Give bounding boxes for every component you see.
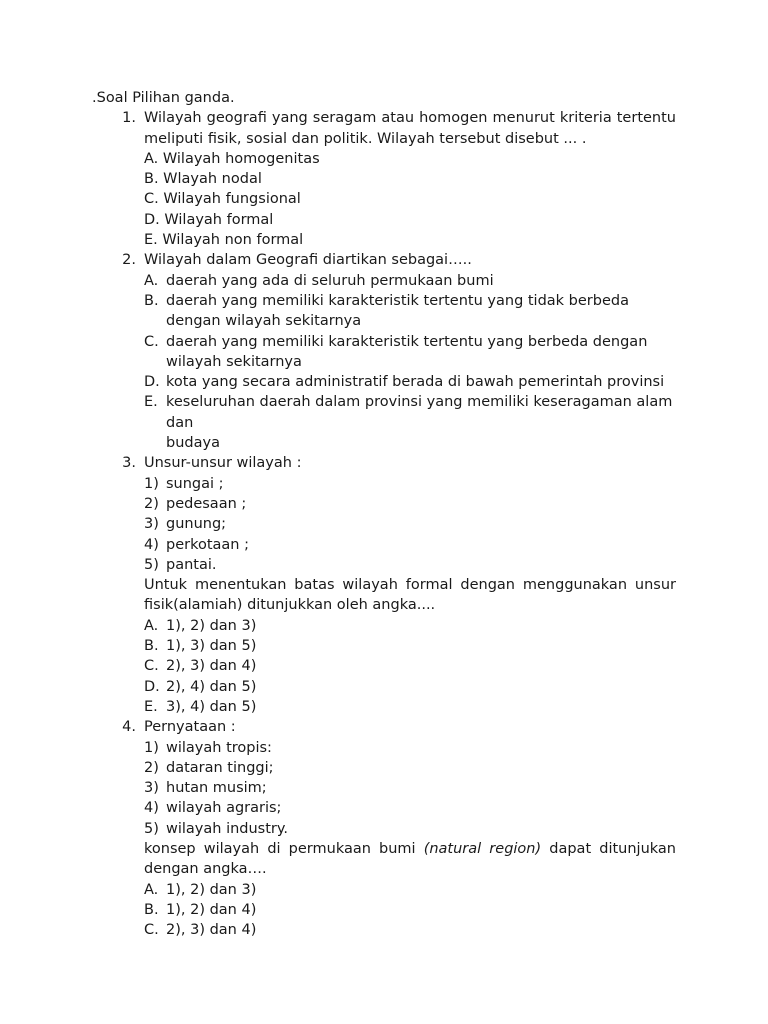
option [144,392,676,453]
option-label: C. [144,922,159,939]
option [144,636,676,656]
option-label: A. [144,617,159,634]
question-stem: fisik(alamiah) ditunjukkan oleh angka.... [144,597,436,614]
option-text: keseluruhan daerah dalam provinsi yang memiliki keseragaman alam dan budaya [166,394,673,452]
list-item [144,555,676,575]
option-text: 2), 4) dan 5) [166,678,257,695]
option-label: B. [144,901,159,918]
option-label: E. [144,394,158,411]
question-text: Wilayah geografi yang seragam atau homogen menurut kriteria tertentu [144,110,676,127]
option-label: E. [144,698,158,715]
option [144,677,676,697]
list-item [144,778,676,798]
item-text: wilayah tropis: [166,739,272,756]
option [144,616,676,636]
item-number: 5) [144,820,159,837]
item-text: dataran tinggi; [166,759,274,776]
item-number: 4) [144,800,159,817]
list-item [144,514,676,534]
question-body [144,453,676,717]
option-label: B. [144,638,159,655]
option: C. Wilayah fungsional [144,191,301,208]
option-label: C. [144,333,159,350]
question-number: 2. [122,252,136,269]
option-label: D. [144,678,160,695]
question-4 [92,717,676,940]
question-text: Wilayah dalam Geografi diartikan sebagai….. [144,252,472,269]
item-number: 2) [144,759,159,776]
question-body [144,108,676,250]
list-item [144,474,676,494]
option [144,332,676,373]
option-label: D. [144,374,160,391]
option [144,291,676,332]
question-number: 3. [122,455,136,472]
option-text: 1), 3) dan 5) [166,638,257,655]
list-item [144,535,676,555]
option-text: 1), 2) dan 4) [166,901,257,918]
option [144,697,676,717]
option-text: kota yang secara administratif berada di bawah pemerintah provinsi [166,374,665,391]
option-text: daerah yang ada di seluruh permukaan bumi [166,272,494,289]
question-3 [92,453,676,717]
option-text: 3), 4) dan 5) [166,698,257,715]
option: A. Wilayah homogenitas [144,150,320,167]
option-text: daerah yang memiliki karakteristik tertentu yang berbeda dengan wilayah sekitarnya [166,333,648,370]
option: E. Wilayah non formal [144,232,304,249]
option-text: 2), 3) dan 4) [166,922,257,939]
option-text: 2), 3) dan 4) [166,658,257,675]
option-text: 1), 2) dan 3) [166,617,257,634]
item-number: 3) [144,516,159,533]
italic-term: (natural region) [423,840,542,857]
list-item [144,819,676,839]
question-2 [92,250,676,453]
list-item [144,758,676,778]
question-stem: konsep wilayah di permukaan bumi (natural region) dapat ditunjukan [144,840,676,857]
question-stem: dengan angka…. [144,861,267,878]
item-text: hutan musim; [166,780,267,797]
item-text: sungai ; [166,475,224,492]
question-number: 4. [122,719,136,736]
option [144,880,676,900]
question-1 [92,108,676,250]
item-text: wilayah industry. [166,820,289,837]
item-text: pantai. [166,556,217,573]
item-number: 4) [144,536,159,553]
item-number: 1) [144,475,159,492]
question-number: 1. [122,110,136,127]
option: D. Wilayah formal [144,211,274,228]
item-number: 2) [144,495,159,512]
option-label: B. [144,292,159,309]
option-label: A. [144,272,159,289]
option-text: daerah yang memiliki karakteristik tertentu yang tidak berbeda dengan wilayah sekitarnya [166,292,629,330]
question-text: Unsur-unsur wilayah : [144,455,302,472]
option [144,900,676,920]
item-text: wilayah agraris; [166,800,282,817]
list-item [144,494,676,514]
option [144,372,676,392]
question-stem: Untuk menentukan batas wilayah formal dengan menggunakan unsur [144,577,676,594]
item-text: pedesaan ; [166,495,247,512]
section-title: .Soal Pilihan ganda. [92,90,235,106]
question-text: meliputi fisik, sosial dan politik. Wilayah tersebut disebut ... . [144,130,587,147]
item-number: 5) [144,556,159,573]
question-body [144,717,676,940]
document-content [92,88,676,940]
item-text: perkotaan ; [166,536,249,553]
option [144,271,676,291]
question-text: Pernyataan : [144,719,236,736]
option-label: A. [144,881,159,898]
item-text: gunung; [166,516,227,533]
option-label: C. [144,658,159,675]
list-item [144,798,676,818]
option: B. Wlayah nodal [144,171,262,188]
question-body [144,250,676,453]
list-item [144,738,676,758]
item-number: 3) [144,780,159,797]
item-number: 1) [144,739,159,756]
option [144,920,676,940]
option [144,656,676,676]
option-text: 1), 2) dan 3) [166,881,257,898]
